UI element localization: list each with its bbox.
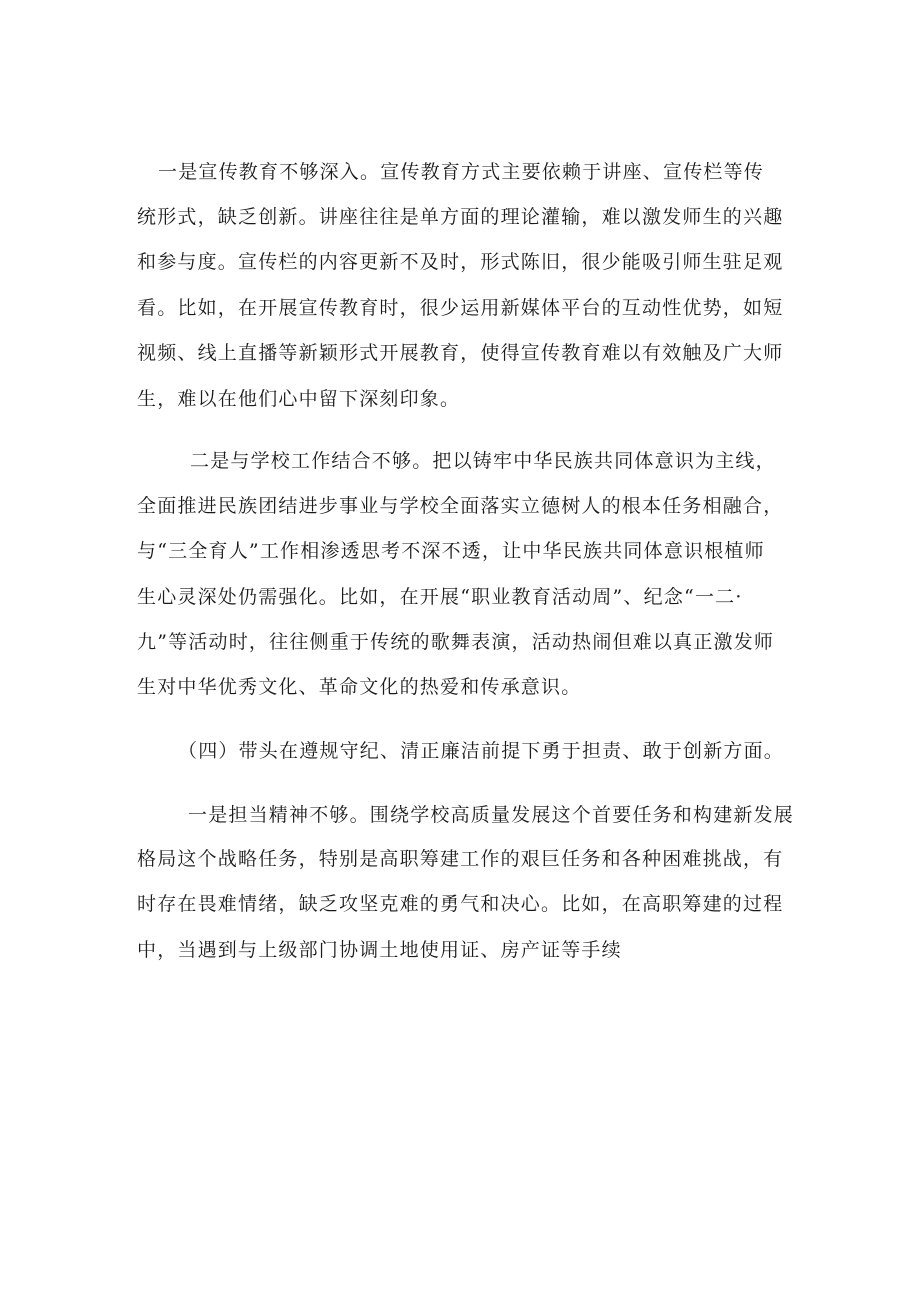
paragraph-line: 生对中华优秀文化、革命文化的热爱和传承意识。 <box>137 676 582 698</box>
paragraph-line: 时存在畏难情绪，缺乏攻坚克难的勇气和决心。比如，在高职筹建的过程 <box>137 893 784 915</box>
paragraph-line: 一是担当精神不够。围绕学校高质量发展这个首要任务和构建新发展 <box>188 804 795 826</box>
paragraph-line: 中，当遇到与上级部门协调土地使用证、房产证等手续 <box>137 939 622 961</box>
paragraph-line: 统形式，缺乏创新。讲座往往是单方面的理论灌输，难以激发师生的兴趣 <box>137 206 784 228</box>
paragraph-line: 生，难以在他们心中留下深刻印象。 <box>137 388 461 410</box>
paragraph-line: 格局这个战略任务，特别是高职筹建工作的艰巨任务和各种困难挑战，有 <box>137 848 784 870</box>
paragraph-line: 二是与学校工作结合不够。把以铸牢中华民族共同体意识为主线， <box>190 450 776 472</box>
paragraph-line: 和参与度。宣传栏的内容更新不及时，形式陈旧，很少能吸引师生驻足观 <box>137 251 784 273</box>
paragraph-line: 生心灵深处仍需强化。比如，在开展“职业教育活动周”、纪念“一二· <box>137 586 743 608</box>
paragraph-line: 一是宣传教育不够深入。宣传教育方式主要依赖于讲座、宣传栏等传 <box>158 161 765 183</box>
paragraph-line: 与“三全育人”工作相渗透思考不深不透，让中华民族共同体意识根植师 <box>137 540 765 562</box>
paragraph-line: 看。比如，在开展宣传教育时，很少运用新媒体平台的互动性优势，如短 <box>137 297 784 319</box>
paragraph-line: 全面推进民族团结进步事业与学校全面落实立德树人的根本任务相融合， <box>137 495 784 517</box>
paragraph-line: 九”等活动时，往往侧重于传统的歌舞表演，活动热闹但难以真正激发师 <box>137 631 775 653</box>
heading-line: （四）带头在遵规守纪、清正廉洁前提下勇于担责、敢于创新方面。 <box>178 740 785 762</box>
paragraph-line: 视频、线上直播等新颖形式开展教育，使得宣传教育难以有效触及广大师 <box>137 342 784 364</box>
